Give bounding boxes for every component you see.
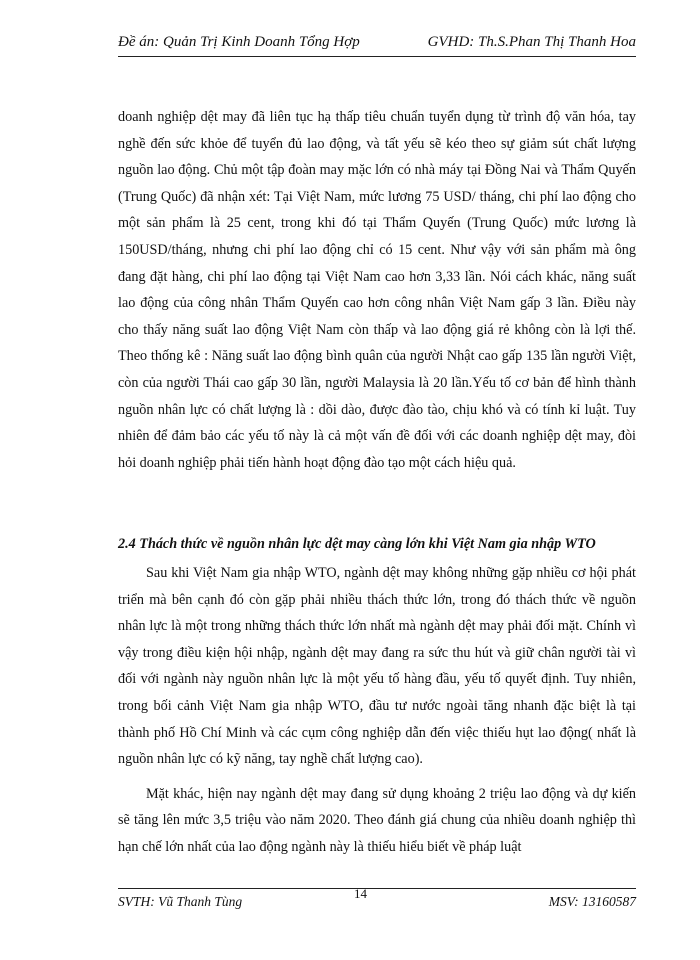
page-footer xyxy=(118,886,636,914)
header-title: Đề án: Quản Trị Kinh Doanh Tổng Hợp xyxy=(118,34,360,50)
footer-divider xyxy=(118,888,636,889)
header-advisor: GVHD: Th.S.Phan Thị Thanh Hoa xyxy=(427,34,636,50)
body-text xyxy=(118,104,636,476)
header-divider xyxy=(118,56,636,57)
paragraph: doanh nghiệp dệt may đã liên tục hạ thấp tiêu chuẩn tuyển dụng từ trình độ văn hóa, tay nghề đến sức khỏe để tuyển đủ lao động, và tất yếu sẽ kéo theo sự giảm sút chất lượng nguồn lao động. Chủ một tập đoàn may mặc lớn có nhà máy tại Đồng Nai và Thẩm Quyến (Trung Quốc) đã nhận xét: Tại Việt Nam, mức lương 75 USD/ tháng, chi phí lao động cho một sản phẩm là 25 cent, trong khi đó tại Thẩm Quyến (Trung Quốc) mức lương là 150USD/tháng, nhưng chi phí lao động chỉ có 15 cent. Như vậy với sản phẩm mà ông đang đặt hàng, chi phí lao động tại Việt Nam cao hơn 3,33 lần. Nói cách khác, năng suất lao động của công nhân Thẩm Quyến cao hơn công nhân Việt Nam gấp 3 lần. Điều này cho thấy năng suất lao động Việt Nam còn thấp và lao động giá rẻ không còn là lợi thế. Theo thống kê : Năng suất lao động bình quân của người Nhật cao gấp 135 lần người Việt, còn của người Thái cao gấp 30 lần, người Malaysia là 20 lần.Yếu tố cơ bản để hình thành nguồn nhân lực có chất lượng là : dồi dào, được đào tào, chịu khó và có tính kỉ luật. Tuy nhiên để đảm bảo các yếu tố này là cả một vấn đề đối với các doanh nghiệp dệt may, đòi hỏi doanh nghiệp phải tiến hành hoạt động đào tạo một cách hiệu quả. xyxy=(118,109,636,471)
paragraph: Sau khi Việt Nam gia nhập WTO, ngành dệt may không những gặp nhiều cơ hội phát triển mà bên cạnh đó còn gặp phải nhiều thách thức lớn, trong đó thách thức về nguồn nhân lực là một trong những thách thức lớn nhất mà ngành dệt may phải đối mặt. Chính vì vậy trong điều kiện hội nhập, ngành dệt may đang ra sức thu hút và giữ chân người tài vì đối với ngành này nguồn nhân lực là một yếu tố hàng đầu, yếu tố quyết định. Tuy nhiên, trong bối cảnh Việt Nam gia nhập WTO, đầu tư nước ngoài tăng nhanh đặc biệt là tại thành phố Hồ Chí Minh và các cụm công nghiệp dẫn đến việc thiếu hụt lao động( nhất là nguồn nhân lực có kỹ năng, tay nghề chất lượng cao). xyxy=(118,565,636,768)
footer-student-id: MSV: 13160587 xyxy=(548,894,636,909)
page-number: 14 xyxy=(354,886,367,901)
page-header xyxy=(118,32,636,54)
section-heading: 2.4 Thách thức về nguồn nhân lực dệt may càng lớn khi Việt Nam gia nhập WTO xyxy=(118,536,596,552)
footer-student: SVTH: Vũ Thanh Tùng xyxy=(118,894,243,909)
section-text xyxy=(118,560,636,861)
paragraph: Mặt khác, hiện nay ngành dệt may đang sử dụng khoảng 2 triệu lao động và dự kiến sẽ tăng lên mức 3,5 triệu vào năm 2020. Theo đánh giá chung của nhiều doanh nghiệp thì hạn chế lớn nhất của lao động ngành này là thiếu hiểu biết về pháp luật xyxy=(118,785,636,855)
